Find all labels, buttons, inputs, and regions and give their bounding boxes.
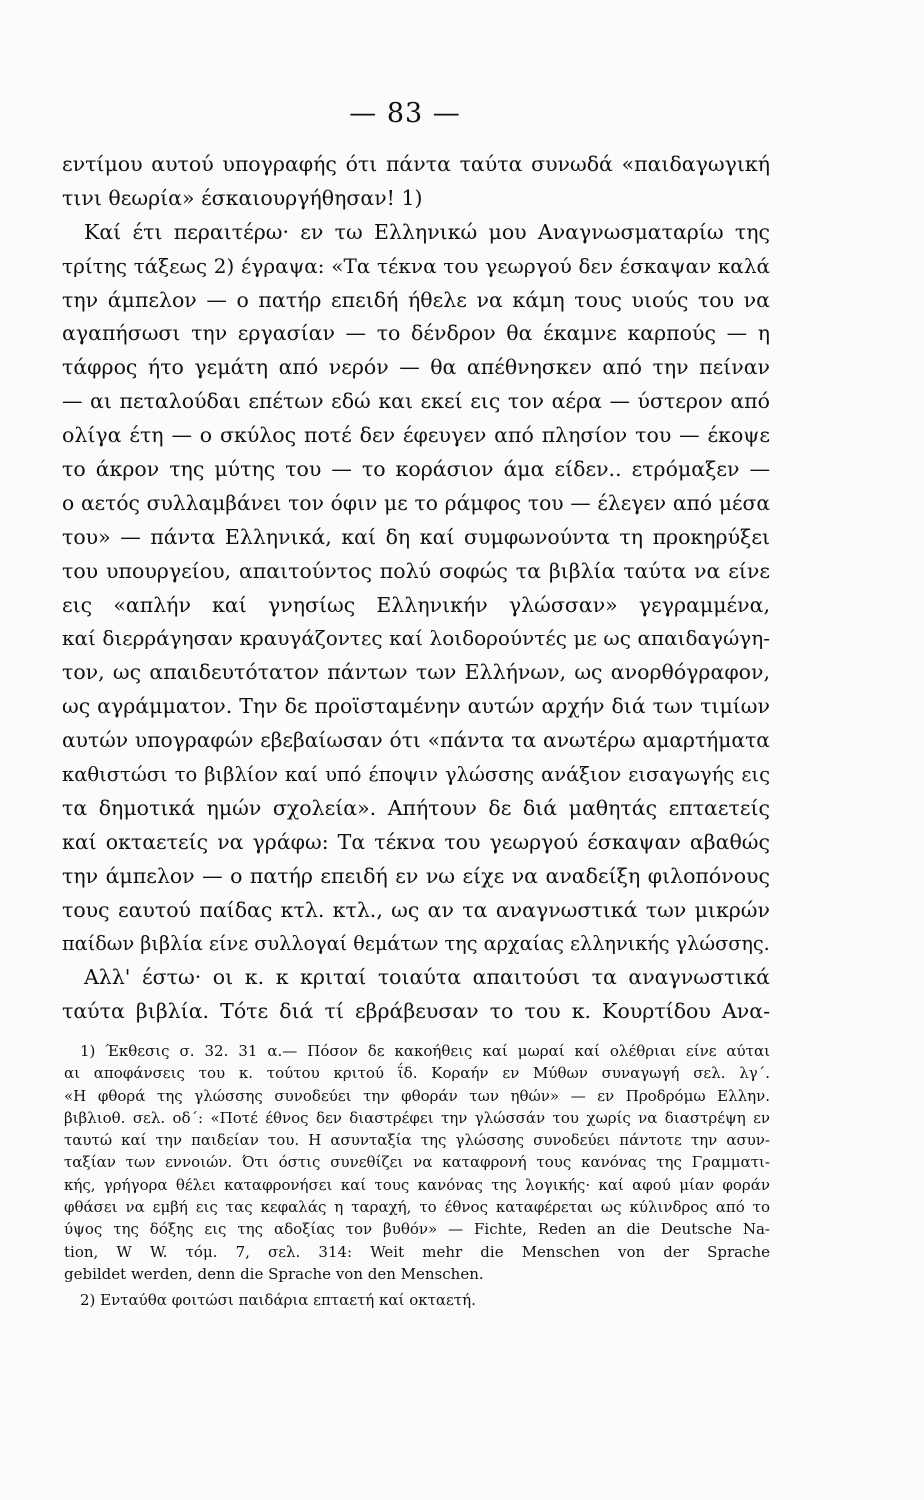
page-number: — 83 —: [349, 98, 461, 129]
footnotes: [64, 1040, 770, 1312]
text-line: την άμπελον — ο πατήρ επειδή εν νω είχε να αναδείξη φιλοπόνους: [62, 863, 770, 888]
footnote-line: αι αποφάνσεις του κ. τούτου κριτού ΐδ. Κοραήν εν Μύθων συναγωγή σελ. λγ΄.: [64, 1064, 770, 1083]
footnote-line: κής, γρήγορα θέλει καταφρονήσει καί τους κανόνας της λογικής· καί αφού μίαν φοράν: [64, 1175, 770, 1194]
footnote-line: «Η φθορά της γλώσσης συνοδεύει την φθοράν των ηθών» — εν Προδρόμω Ελλην.: [64, 1086, 770, 1105]
text-line: — αι πεταλούδαι επέτων εδώ και εκεί εις τον αέρα — ύστερον από: [62, 389, 770, 414]
main-text: [62, 148, 770, 1029]
footnote-line: ύψος της δόξης εις της αδοξίας τον βυθόν» — Fichte, Reden an die Deutsche Na-: [64, 1220, 770, 1239]
footnote-line: 1) Έκθεσις σ. 32. 31 α.— Πόσον δε κακοήθεις καί μωραί καί ολέθριαι είνε αύται: [80, 1042, 770, 1060]
text-line: Καί έτι περαιτέρω· εν τω Ελληνικώ μου Αναγνωσματαρίω της: [84, 219, 770, 244]
text-line: Αλλ' έστω· οι κ. κ κριταί τοιαύτα απαιτούσι τα αναγνωστικά: [84, 965, 770, 990]
footnote-line: tion, W W. τόμ. 7, σελ. 314: Weit mehr die Menschen von der Sprache: [64, 1242, 770, 1261]
text-line: τάφρος ήτο γεμάτη από νερόν — θα απέθνησκεν από την πείναν: [62, 355, 770, 380]
text-line: τρίτης τάξεως 2) έγραψα: «Τα τέκνα του γεωργού δεν έσκαψαν καλά: [62, 253, 770, 278]
footnote-line: 2) Ενταύθα φοιτώσι παιδάρια επταετή καί οκταετή.: [80, 1291, 476, 1310]
text-line: εντίμου αυτού υπογραφής ότι πάντα ταύτα συνωδά «παιδαγωγική: [62, 152, 770, 176]
footnote-line: φθάσει να εμβή εις τας κεφαλάς η ταραχή, το έθνος καταφέρεται ως κύλινδρος από το: [64, 1198, 770, 1217]
text-line: του υπουργείου, απαιτούντος πολύ σοφώς τα βιβλία ταύτα να είνε: [62, 558, 770, 583]
text-line: καί οκταετείς να γράφω: Τα τέκνα του γεωργού έσκαψαν αβαθώς: [62, 829, 770, 854]
text-line: ταύτα βιβλία. Τότε διά τί εβράβευσαν το του κ. Κουρτίδου Ανα-: [62, 999, 770, 1024]
text-line: καθιστώσι το βιβλίον καί υπό έποψιν γλώσσης ανάξιον εισαγωγής εις: [62, 763, 770, 787]
footnote-line: βιβλιοθ. σελ. οδ΄: «Ποτέ έθνος δεν διαστρέφει την γλώσσάν του χωρίς να διαστρέψη εν: [64, 1108, 770, 1127]
text-line: το άκρον της μύτης του — το κοράσιον άμα είδεν.. ετρόμαξεν —: [62, 457, 770, 482]
footnote-line: ταξίαν των εννοιών. Ότι όστις συνεθίζει να καταφρονή τους κανόνας της Γραμματι-: [64, 1153, 770, 1172]
text-line: τον, ως απαιδευτότατον πάντων των Ελλήνων, ως ανορθόγραφον,: [62, 660, 770, 685]
text-line: αυτών υπογραφών εβεβαίωσαν ότι «πάντα τα ανωτέρω αμαρτήματα: [62, 728, 770, 753]
text-line: αγαπήσωσι την εργασίαν — το δένδρον θα έκαμνε καρπούς — η: [62, 321, 770, 346]
footnote-line: ταυτώ καί την παιδείαν του. Η ασυνταξία της γλώσσης συνοδεύει πάντοτε την ασυν-: [64, 1131, 770, 1150]
text-line: καί διερράγησαν κραυγάζοντες καί λοιδορούντές με ως απαιδαγώγη-: [62, 626, 770, 651]
text-line: τινι θεωρία» έσκαιουργήθησαν! 1): [62, 185, 423, 210]
text-line: τα δημοτικά ημών σχολεία». Απήτουν δε διά μαθητάς επταετείς: [62, 795, 770, 820]
text-line: ολίγα έτη — ο σκύλος ποτέ δεν έφευγεν από πλησίον του — έκοψε: [62, 423, 770, 448]
text-line: παίδων βιβλία είνε συλλογαί θεμάτων της αρχαίας ελληνικής γλώσσης.: [62, 932, 770, 956]
text-line: ο αετός συλλαμβάνει τον όφιν με το ράμφος του — έλεγεν από μέσα: [62, 490, 770, 515]
text-line: του» — πάντα Ελληνικά, καί δη καί συμφωνούντα τη προκηρύξει: [62, 524, 770, 549]
text-line: την άμπελον — ο πατήρ επειδή ήθελε να κάμη τους υιούς του να: [62, 287, 770, 312]
text-line: εις «απλήν καί γνησίως Ελληνικήν γλώσσαν» γεγραμμένα,: [62, 592, 770, 617]
text-line: ως αγράμματον. Την δε προϊσταμένην αυτών αρχήν διά των τιμίων: [62, 694, 770, 719]
footnote-line: gebildet werden, denn die Sprache von den Menschen.: [64, 1264, 484, 1283]
text-line: τους εαυτού παίδας κτλ. κτλ., ως αν τα αναγνωστικά των μικρών: [62, 897, 770, 922]
